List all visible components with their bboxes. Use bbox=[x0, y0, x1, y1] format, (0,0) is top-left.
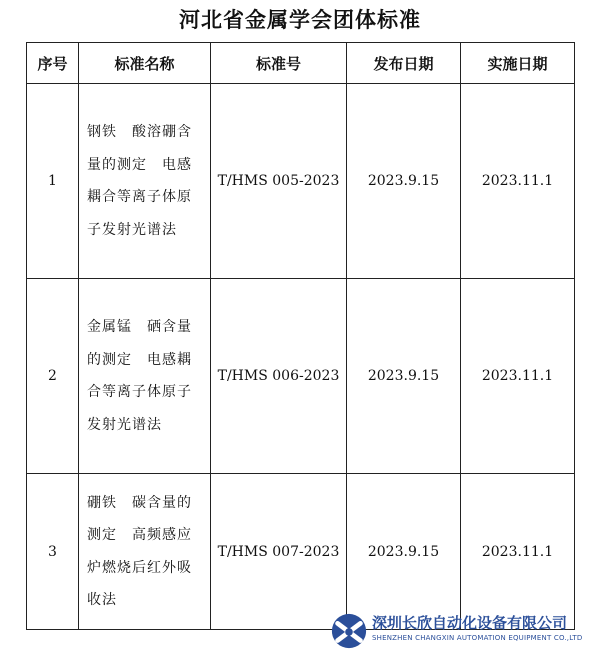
company-name-en: SHENZHEN CHANGXIN AUTOMATION EQUIPMENT CO.,LTD bbox=[372, 634, 583, 642]
company-name-cn: 深圳长欣自动化设备有限公司 bbox=[372, 614, 568, 632]
standard-code: T/HMS 005-2023 bbox=[211, 84, 347, 279]
standard-name: 金属锰 硒含量的测定 电感耦合等离子体原子发射光谱法 bbox=[79, 279, 211, 474]
standard-name: 硼铁 碳含量的测定 高频感应炉燃烧后红外吸收法 bbox=[79, 474, 211, 630]
publish-date: 2023.9.15 bbox=[347, 474, 461, 630]
document-title: 河北省金属学会团体标准 bbox=[179, 7, 421, 32]
standards-table bbox=[26, 42, 575, 630]
column-header-published: 发布日期 bbox=[347, 43, 461, 84]
row-number: 2 bbox=[27, 279, 79, 474]
standard-code: T/HMS 007-2023 bbox=[211, 474, 347, 630]
effective-date: 2023.11.1 bbox=[461, 84, 575, 279]
table-row bbox=[27, 279, 575, 474]
column-header-code: 标准号 bbox=[211, 43, 347, 84]
cx-logo-icon bbox=[330, 612, 368, 650]
effective-date: 2023.11.1 bbox=[461, 474, 575, 630]
standard-name: 钢铁 酸溶硼含量的测定 电感耦合等离子体原子发射光谱法 bbox=[79, 84, 211, 279]
table-header-row bbox=[27, 43, 575, 84]
table-row bbox=[27, 84, 575, 279]
row-number: 3 bbox=[27, 474, 79, 630]
table-row bbox=[27, 474, 575, 630]
effective-date: 2023.11.1 bbox=[461, 279, 575, 474]
column-header-effective: 实施日期 bbox=[461, 43, 575, 84]
column-header-no: 序号 bbox=[27, 43, 79, 84]
publish-date: 2023.9.15 bbox=[347, 279, 461, 474]
column-header-name: 标准名称 bbox=[79, 43, 211, 84]
standard-code: T/HMS 006-2023 bbox=[211, 279, 347, 474]
row-number: 1 bbox=[27, 84, 79, 279]
publish-date: 2023.9.15 bbox=[347, 84, 461, 279]
